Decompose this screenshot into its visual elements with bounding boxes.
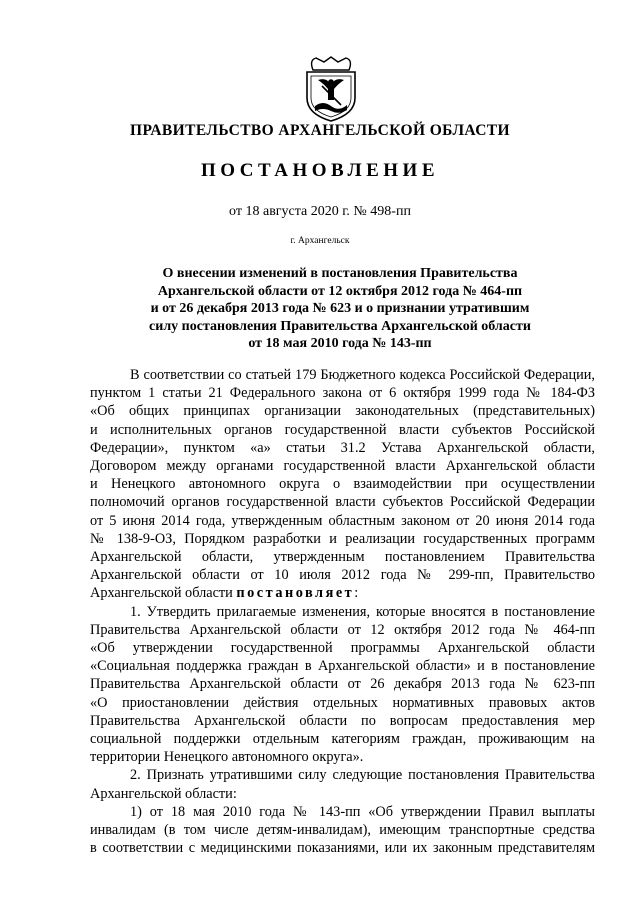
text-line: Правительства Архангельской области от 26 декабря 2013 года № 623-пп <box>90 676 595 693</box>
subject-line: силу постановления Правительства Архангельской области <box>149 318 531 334</box>
subject-line: от 18 мая 2010 года № 143-пп <box>248 336 432 351</box>
text-line: Архангельской области: <box>90 785 237 802</box>
text-line: № 138-9-ОЗ, Порядком разработки и реализации государственных программ <box>90 530 595 547</box>
text-line: «Об утверждении государственной программы Архангельской области <box>90 640 595 657</box>
subject-line: и от 26 декабря 2013 года № 623 и о признании утратившим <box>150 301 530 316</box>
text-line: и исполнительных органов государственной власти субъектов Российской <box>90 421 595 438</box>
text-line: Архангельской области от 10 июля 2012 года № 299-пп, Правительство <box>90 567 595 584</box>
text-line: Правительства Архангельской области от 12 октября 2012 года № 464-пп <box>90 621 595 638</box>
item-2-1-paragraph <box>90 803 595 858</box>
text-line: инвалидам (в том числе детям-инвалидам), имеющим транспортные средства <box>90 822 595 839</box>
text-line: в соответствии с медицинскими показаниями, или их законным представителям <box>90 840 595 857</box>
text-fragment: Архангельской области <box>90 585 237 602</box>
text-line: В соответствии со статьей 179 Бюджетного кодекса Российской Федерации, <box>130 367 595 383</box>
text-line: Правительства Архангельской области по вопросам предоставления мер <box>90 712 595 729</box>
text-line: «Об общих принципах организации законодательных (представительных) <box>90 403 595 420</box>
organization-name: ПРАВИТЕЛЬСТВО АРХАНГЕЛЬСКОЙ ОБЛАСТИ <box>129 122 510 139</box>
preamble-paragraph <box>90 366 595 603</box>
text-line: Договором между органами государственной власти Архангельской области <box>90 458 595 475</box>
text-line: «Социальная поддержка граждан в Архангельской области» и в постановление <box>90 658 595 675</box>
document-date-number: от 18 августа 2020 г. № 498-пп <box>229 204 411 219</box>
text-line: и Ненецкого автономного округа о взаимодействии при осуществлении <box>90 476 595 493</box>
text-line: социальной поддержки отдельным категориям граждан, проживающим на <box>90 731 595 748</box>
text-line <box>90 584 595 602</box>
subject-line: О внесении изменений в постановления Правительства <box>162 266 518 281</box>
document-type: ПОСТАНОВЛЕНИЕ <box>200 160 440 181</box>
text-line: «О приостановлении действия отдельных нормативных правовых актов <box>90 694 595 711</box>
resolution-word: постановляет <box>236 585 355 602</box>
text-line: 1) от 18 мая 2010 года № 143-пп «Об утверждении Правил выплаты <box>130 803 595 820</box>
text-line: Архангельской области, утвержденным постановлением Правительства <box>90 549 595 566</box>
item-2-paragraph <box>90 766 595 802</box>
subject-line: Архангельской области от 12 октября 2012 года № 464-пп <box>157 283 523 299</box>
text-line: полномочий органов государственной власти субъектов Российской Федерации <box>90 494 595 511</box>
text-fragment: : <box>354 585 359 602</box>
document-body <box>90 366 595 857</box>
item-1-paragraph <box>90 603 595 767</box>
text-line: от 5 июня 2014 года, утвержденным областным законом от 20 июня 2014 года <box>90 512 595 529</box>
arkhangelsk-coat-of-arms-icon <box>303 56 359 122</box>
text-line: 2. Признать утратившими силу следующие постановления Правительства <box>130 767 595 784</box>
document-city: г. Архангельск <box>290 236 350 246</box>
text-line: 1. Утвердить прилагаемые изменения, которые вносятся в постановление <box>130 603 595 620</box>
text-line: территории Ненецкого автономного округа». <box>90 749 364 766</box>
text-line: пунктом 1 статьи 21 Федерального закона от 6 октября 1999 года № 184-ФЗ <box>90 385 595 402</box>
document-subject <box>90 265 590 353</box>
text-line: Федерации», пунктом «а» статьи 31.2 Устава Архангельской области, <box>90 439 595 456</box>
